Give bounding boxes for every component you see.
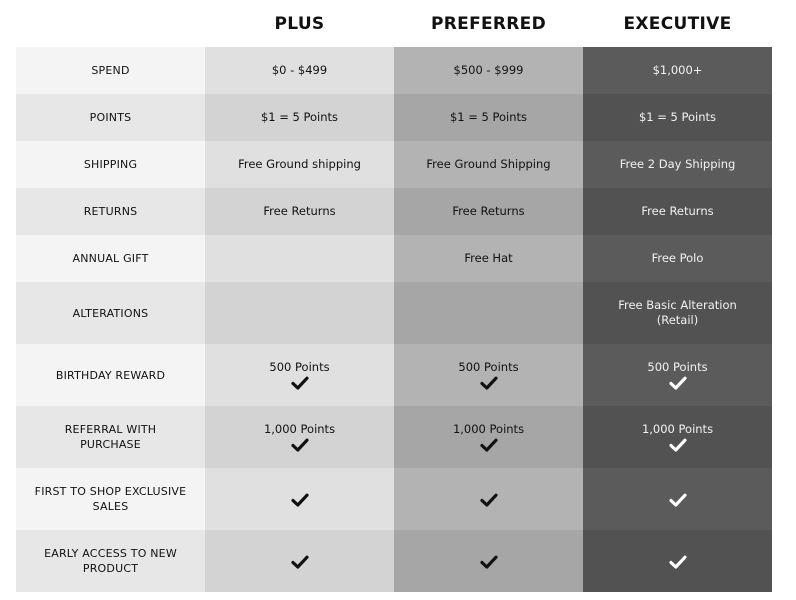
cell-value: $1 = 5 Points <box>260 110 339 124</box>
cell-executive <box>583 344 772 406</box>
benefit-label <box>16 188 205 235</box>
cell-value: Free 2 Day Shipping <box>619 157 736 171</box>
table-row <box>16 141 772 188</box>
benefit-label <box>16 530 205 592</box>
benefit-label <box>16 47 205 94</box>
cell-value: Free Returns <box>641 204 714 218</box>
cell-preferred <box>394 468 583 530</box>
benefit-label-text: ANNUAL GIFT <box>72 252 149 265</box>
cell-executive <box>583 282 772 344</box>
cell-preferred <box>394 188 583 235</box>
cell-preferred <box>394 282 583 344</box>
checkmark-icon <box>480 555 498 569</box>
benefit-label-text: PURCHASE <box>80 438 141 451</box>
table-row <box>16 94 772 141</box>
cell-value: 500 Points <box>458 360 519 374</box>
table-row <box>16 406 772 468</box>
checkmark-icon <box>669 555 687 569</box>
checkmark-icon <box>480 438 498 452</box>
cell-value: Free Basic Alteration <box>618 298 737 312</box>
benefit-label-text: ALTERATIONS <box>72 306 149 320</box>
cell-plus <box>205 47 394 94</box>
benefit-label-text: RETURNS <box>83 205 138 218</box>
cell-value: $1 = 5 Points <box>638 110 717 124</box>
benefit-label-text: FIRST TO SHOP EXCLUSIVE <box>34 485 187 498</box>
cell-plus <box>205 468 394 530</box>
benefit-label-text: SPEND <box>91 64 130 77</box>
benefit-label <box>16 344 205 406</box>
table-row <box>16 530 772 592</box>
tier-heading-executive: EXECUTIVE <box>623 13 732 34</box>
cell-plus <box>205 188 394 235</box>
cell-plus <box>205 282 394 344</box>
cell-executive <box>583 468 772 530</box>
cell-value: 500 Points <box>269 360 330 374</box>
cell-value: 500 Points <box>647 360 708 374</box>
checkmark-icon <box>669 376 687 390</box>
cell-preferred <box>394 530 583 592</box>
benefit-label-text: REFERRAL WITH <box>64 423 157 436</box>
cell-executive <box>583 94 772 141</box>
cell-executive <box>583 406 772 468</box>
cell-value: $1,000+ <box>652 63 703 77</box>
benefit-label <box>16 141 205 188</box>
benefits-table <box>16 47 772 592</box>
table-row <box>16 468 772 530</box>
cell-executive <box>583 235 772 282</box>
cell-plus <box>205 406 394 468</box>
checkmark-icon <box>669 493 687 507</box>
benefit-label <box>16 406 205 468</box>
cell-preferred <box>394 94 583 141</box>
checkmark-icon <box>669 438 687 452</box>
cell-plus <box>205 141 394 188</box>
checkmark-icon <box>480 376 498 390</box>
cell-plus <box>205 94 394 141</box>
benefit-label-text: EARLY ACCESS TO NEW <box>44 547 177 560</box>
benefit-label <box>16 94 205 141</box>
cell-value: 1,000 Points <box>263 422 336 436</box>
checkmark-icon <box>291 555 309 569</box>
cell-value: $1 = 5 Points <box>449 110 528 124</box>
cell-executive <box>583 188 772 235</box>
cell-value: 1,000 Points <box>452 422 525 436</box>
cell-value: $0 - $499 <box>271 63 328 77</box>
table-row <box>16 188 772 235</box>
cell-preferred <box>394 47 583 94</box>
benefit-label <box>16 282 205 344</box>
benefit-label-text: POINTS <box>89 111 132 124</box>
checkmark-icon <box>291 438 309 452</box>
cell-value: Free Returns <box>452 204 525 218</box>
tier-heading-plus: PLUS <box>274 13 325 34</box>
table-row <box>16 344 772 406</box>
cell-value: $500 - $999 <box>453 63 524 77</box>
cell-executive <box>583 530 772 592</box>
cell-plus <box>205 344 394 406</box>
cell-preferred <box>394 344 583 406</box>
cell-value: Free Ground shipping <box>238 157 361 171</box>
cell-plus <box>205 530 394 592</box>
table-row <box>16 282 772 344</box>
cell-value: (Retail) <box>656 313 699 327</box>
cell-plus <box>205 235 394 282</box>
benefit-label <box>16 468 205 530</box>
cell-value: 1,000 Points <box>641 422 714 436</box>
cell-value: Free Hat <box>464 251 513 265</box>
cell-value: Free Returns <box>263 204 336 218</box>
benefit-label-text: SHIPPING <box>83 158 138 171</box>
checkmark-icon <box>291 376 309 390</box>
cell-preferred <box>394 141 583 188</box>
cell-preferred <box>394 235 583 282</box>
cell-value: Free Ground Shipping <box>426 157 551 171</box>
tier-header <box>0 0 796 47</box>
checkmark-icon <box>480 493 498 507</box>
table-row <box>16 47 772 94</box>
benefit-label-text: BIRTHDAY REWARD <box>55 368 166 382</box>
cell-value: Free Polo <box>651 251 704 265</box>
checkmark-icon <box>291 493 309 507</box>
benefit-label-text: SALES <box>92 500 129 513</box>
table-row <box>16 235 772 282</box>
cell-executive <box>583 47 772 94</box>
cell-preferred <box>394 406 583 468</box>
tier-heading-preferred: PREFERRED <box>431 13 546 34</box>
benefit-label <box>16 235 205 282</box>
benefit-label-text: PRODUCT <box>82 562 139 575</box>
cell-executive <box>583 141 772 188</box>
